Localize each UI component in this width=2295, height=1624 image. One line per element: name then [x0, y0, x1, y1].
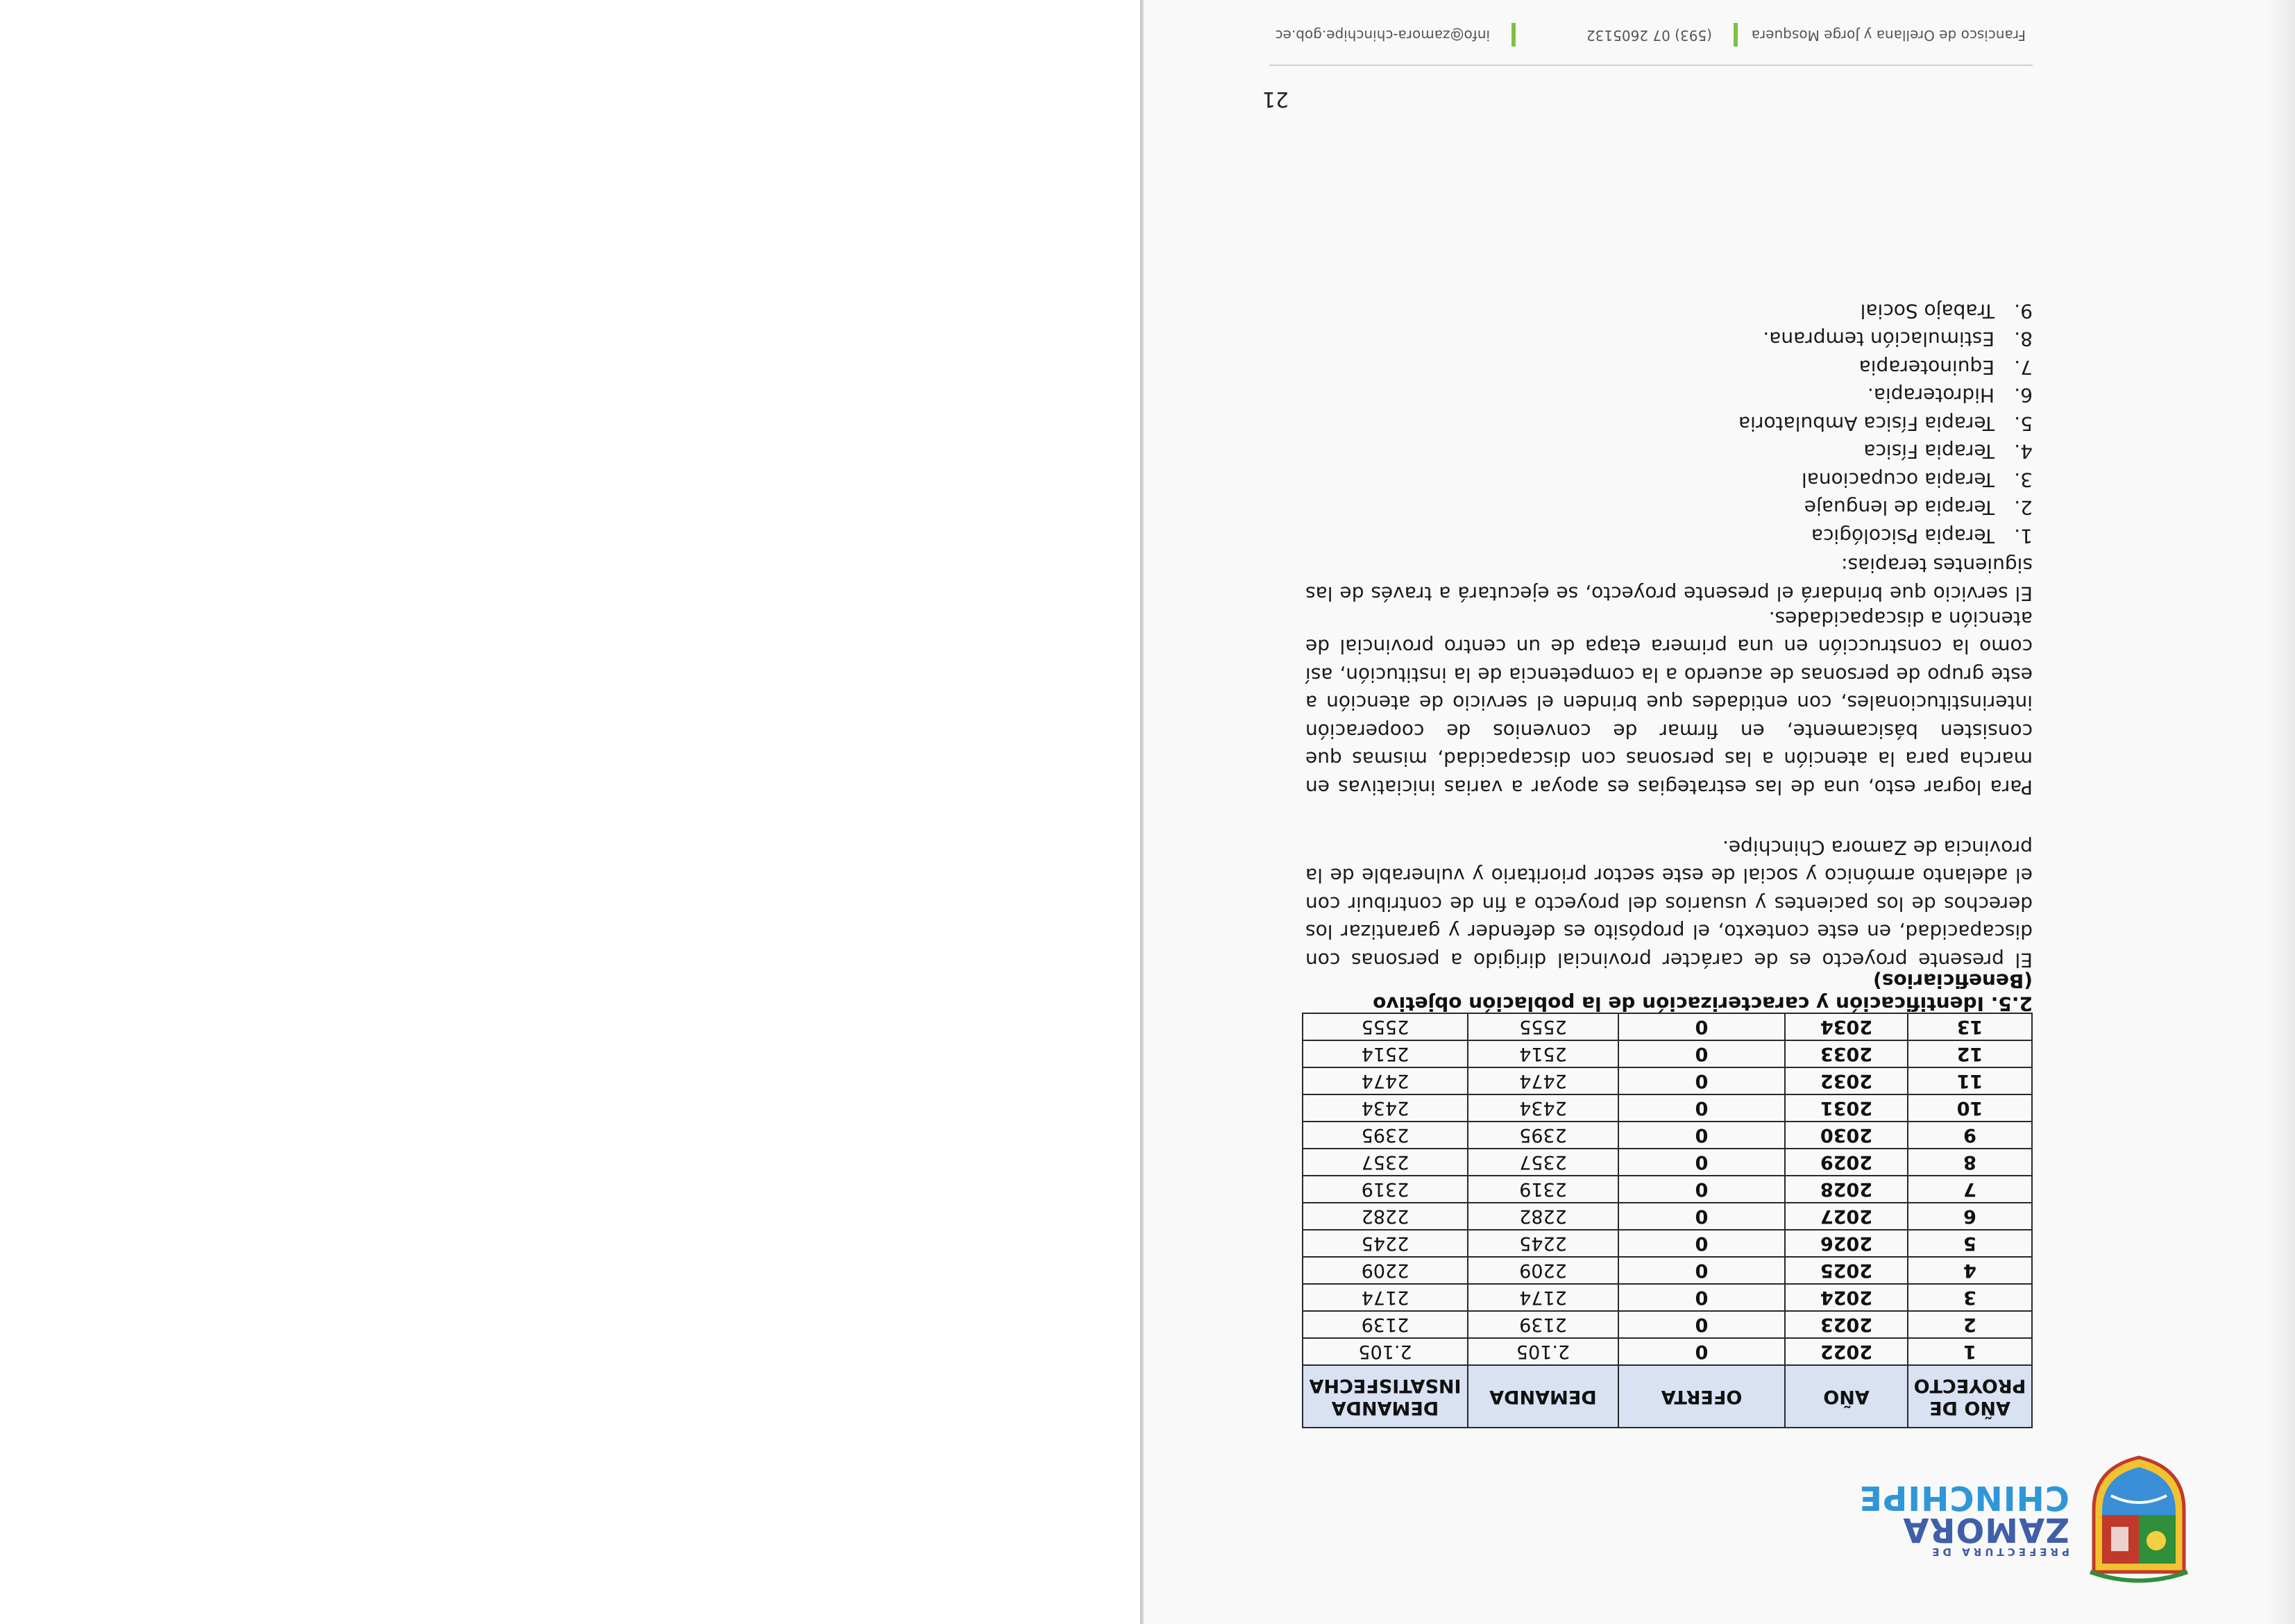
- list-item-label: Terapia de lenguaje: [1804, 496, 1995, 520]
- table-row: [1303, 1094, 2032, 1122]
- list-item: [1738, 409, 2033, 438]
- table-cell: 10: [1908, 1094, 2032, 1122]
- table-cell: 2245: [1468, 1230, 1618, 1257]
- table-cell: 2514: [1468, 1040, 1618, 1067]
- list-item-label: Terapia ocupacional: [1801, 468, 1995, 491]
- table-cell: 0: [1618, 1176, 1785, 1203]
- table-row: [1303, 1284, 2032, 1311]
- brand-name-line2: CHINCHIPE: [1858, 1478, 2069, 1517]
- footer-separator: [1734, 23, 1738, 46]
- paragraph: Para lograr esto, una de las estrategias es apoyar a varias iniciativas en marcha para la atención a las personas con discapacidad, mismas que consisten básicamente, en firmar de convenios de cooperación interinstitucionales, con entidades que brinden el servicio de atención a este grupo de personas de acuerdo a la competencia de la institución, así como la construcción en una primera etapa de un centro provincial de atención a discapacidades.: [1305, 607, 2033, 799]
- table-cell: 1: [1908, 1338, 2032, 1365]
- table-cell: 2026: [1785, 1230, 1908, 1257]
- table-cell: 2319: [1468, 1176, 1618, 1203]
- table-cell: 2174: [1468, 1284, 1618, 1311]
- table-cell: 2357: [1303, 1149, 1468, 1176]
- list-item-label: Estimulación temprana.: [1763, 328, 1995, 351]
- table-cell: 2514: [1303, 1040, 1468, 1067]
- table-row: [1303, 1257, 2032, 1284]
- table-cell: 2025: [1785, 1257, 1908, 1284]
- table-cell: 9: [1908, 1122, 2032, 1149]
- table-row: [1303, 1040, 2032, 1067]
- brand-text: [1858, 1478, 2069, 1558]
- column-header: DEMANDA: [1468, 1365, 1618, 1428]
- list-item-number: 4.: [2014, 440, 2033, 464]
- table-row: [1303, 1067, 2032, 1094]
- table-cell: 0: [1618, 1230, 1785, 1257]
- table-cell: 2174: [1303, 1284, 1468, 1311]
- table-cell: 2029: [1785, 1149, 1908, 1176]
- table-row: [1303, 1013, 2032, 1040]
- column-header: AÑO DE PROYECTO: [1908, 1365, 2032, 1428]
- table-cell: 4: [1908, 1257, 2032, 1284]
- list-item-number: 6.: [2014, 384, 2033, 407]
- table-cell: 0: [1618, 1257, 1785, 1284]
- table-cell: 2028: [1785, 1176, 1908, 1203]
- table-row: [1303, 1176, 2032, 1203]
- table-cell: 2434: [1468, 1094, 1618, 1122]
- list-item: [1738, 325, 2033, 353]
- column-header: OFERTA: [1618, 1365, 1785, 1428]
- list-item-number: 5.: [2014, 412, 2033, 435]
- table-cell: 2027: [1785, 1203, 1908, 1230]
- demand-table: [1302, 1013, 2033, 1428]
- table-cell: 12: [1908, 1040, 2032, 1067]
- table-cell: 0: [1618, 1203, 1785, 1230]
- table-row: [1303, 1338, 2032, 1365]
- list-item-number: 2.: [2014, 496, 2033, 520]
- table-cell: 0: [1618, 1311, 1785, 1338]
- table-cell: 2032: [1785, 1067, 1908, 1094]
- table-row: [1303, 1122, 2032, 1149]
- table-cell: 0: [1618, 1338, 1785, 1365]
- table-cell: 2282: [1303, 1203, 1468, 1230]
- table-cell: 6: [1908, 1203, 2032, 1230]
- list-item: [1738, 466, 2033, 494]
- table-cell: 2357: [1468, 1149, 1618, 1176]
- brand-name-line1: ZAMORA: [1902, 1510, 2069, 1549]
- table-cell: 0: [1618, 1122, 1785, 1149]
- list-item-label: Hidroterapia.: [1867, 384, 1995, 407]
- paragraph: El presente proyecto es de carácter provincial dirigido a personas con discapacidad, en este contexto, el propósito es defender y garantizar los derechos de los pacientes y usuarios del proyecto a fin de contribuir con el adelanto armónico y social de este sector prioritario y vulnerable de la provincia de Zamora Chinchipe.: [1305, 836, 2033, 972]
- list-item: [1738, 522, 2033, 550]
- therapy-list: [1738, 297, 2033, 550]
- table-row: [1303, 1311, 2032, 1338]
- table-cell: 0: [1618, 1013, 1785, 1040]
- table-cell: 0: [1618, 1040, 1785, 1067]
- list-item-label: Terapia Psicológica: [1811, 525, 1995, 548]
- document-sheet-upside-down: [1144, 0, 2295, 1624]
- footer-separator: [1511, 23, 1516, 46]
- footer: [1262, 19, 2026, 46]
- page-number: 21: [1262, 87, 1289, 111]
- demand-table-container: [1302, 1013, 2033, 1428]
- list-item: [1738, 437, 2033, 466]
- table-cell: 0: [1618, 1067, 1785, 1094]
- table-cell: 2245: [1303, 1230, 1468, 1257]
- list-item-number: 8.: [2014, 328, 2033, 351]
- table-body: [1303, 1013, 2032, 1365]
- table-cell: 2555: [1303, 1013, 1468, 1040]
- table-cell: 2024: [1785, 1284, 1908, 1311]
- list-item-number: 9.: [2014, 300, 2033, 323]
- column-header: DEMANDA INSATISFECHA: [1303, 1365, 1468, 1428]
- table-cell: 11: [1908, 1067, 2032, 1094]
- footer-divider: [1269, 65, 2033, 66]
- table-cell: 2319: [1303, 1176, 1468, 1203]
- table-cell: 3: [1908, 1284, 2032, 1311]
- list-item-number: 3.: [2014, 468, 2033, 491]
- table-cell: 2395: [1303, 1122, 1468, 1149]
- list-item-label: Trabajo Social: [1860, 300, 1995, 323]
- table-cell: 2023: [1785, 1311, 1908, 1338]
- table-cell: 2395: [1468, 1122, 1618, 1149]
- list-item: [1738, 493, 2033, 522]
- list-item: [1738, 381, 2033, 409]
- table-cell: 2034: [1785, 1013, 1908, 1040]
- table-cell: 0: [1618, 1284, 1785, 1311]
- table-cell: 2: [1908, 1311, 2032, 1338]
- table-cell: 2555: [1468, 1013, 1618, 1040]
- table-cell: 2434: [1303, 1094, 1468, 1122]
- table-cell: 8: [1908, 1149, 2032, 1176]
- table-cell: 2031: [1785, 1094, 1908, 1122]
- table-row: [1303, 1230, 2032, 1257]
- table-cell: 2474: [1468, 1067, 1618, 1094]
- table-cell: 2282: [1468, 1203, 1618, 1230]
- section-heading: 2.5. Identificación y caracterización de la población objetivo (Beneficiarios): [1373, 970, 2033, 1015]
- list-item: [1738, 297, 2033, 325]
- table-cell: 13: [1908, 1013, 2032, 1040]
- prefectura-logo: [1858, 1454, 2191, 1586]
- table-cell: 5: [1908, 1230, 2032, 1257]
- list-item-number: 7.: [2014, 356, 2033, 379]
- footer-email-link[interactable]: info@zamora-chinchipe.gob.ec: [1275, 27, 1490, 44]
- table-row: [1303, 1203, 2032, 1230]
- list-item-label: Terapia Física Ambulatoria: [1738, 412, 1995, 435]
- list-item-label: Equinoterapia: [1858, 356, 1995, 379]
- table-header-row: [1303, 1365, 2032, 1428]
- list-item-number: 1.: [2014, 525, 2033, 548]
- footer-phone: (593) 07 2605132: [1586, 27, 1712, 44]
- table-cell: 2209: [1468, 1257, 1618, 1284]
- table-cell: 2474: [1303, 1067, 1468, 1094]
- table-cell: 0: [1618, 1149, 1785, 1176]
- table-row: [1303, 1149, 2032, 1176]
- brand-prefix: PREFECTURA DE: [1929, 1546, 2069, 1558]
- paragraph: El servicio que brindará el presente proyecto, se ejecutará a través de las siguientes terapias:: [1305, 554, 2033, 605]
- table-cell: 2209: [1303, 1257, 1468, 1284]
- footer-address: Francisco de Orellana y Jorge Mosquera: [1751, 27, 2026, 44]
- table-cell: 2.105: [1303, 1338, 1468, 1365]
- table-cell: 2139: [1303, 1311, 1468, 1338]
- table-cell: 2030: [1785, 1122, 1908, 1149]
- list-item-label: Terapia Física: [1863, 440, 1995, 464]
- table-cell: 2139: [1468, 1311, 1618, 1338]
- table-cell: 2033: [1785, 1040, 1908, 1067]
- table-cell: 2.105: [1468, 1338, 1618, 1365]
- column-header: AÑO: [1785, 1365, 1908, 1428]
- table-cell: 2022: [1785, 1338, 1908, 1365]
- coat-of-arms-icon: [2087, 1454, 2191, 1586]
- table-cell: 7: [1908, 1176, 2032, 1203]
- table-cell: 0: [1618, 1094, 1785, 1122]
- list-item: [1738, 353, 2033, 382]
